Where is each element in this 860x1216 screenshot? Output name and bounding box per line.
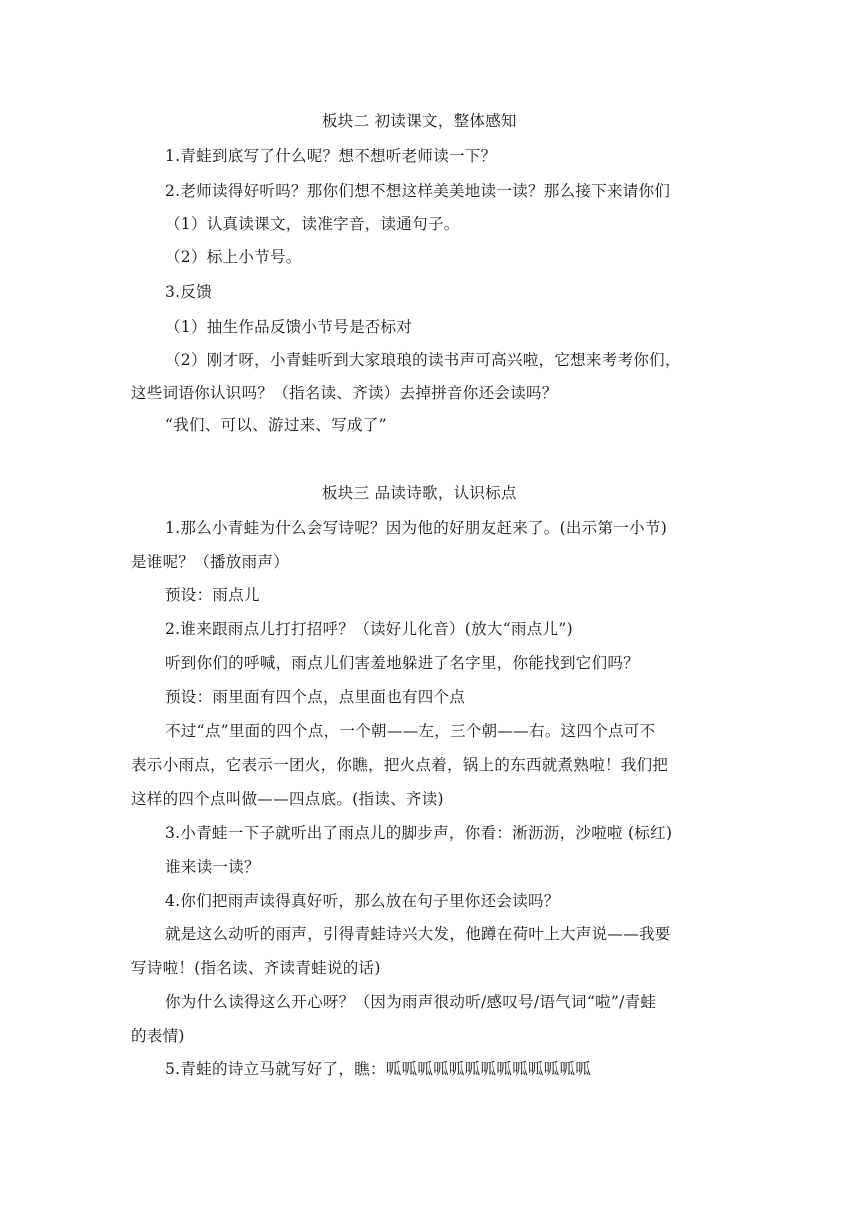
paragraph-line: 1.青蛙到底写了什么呢？想不想听老师读一下？ <box>165 147 497 165</box>
paragraph-line: 预设：雨里面有四个点，点里面也有四个点 <box>165 688 466 706</box>
paragraph-line: （1）认真读课文，读准字音，读通句子。 <box>165 215 460 233</box>
paragraph-line: 2.谁来跟雨点儿打打招呼？（读好儿化音）(放大“雨点儿”) <box>165 620 573 638</box>
paragraph-line: 这些词语你认识吗？（指名读、齐读）去掉拼音你还会读吗？ <box>131 384 558 402</box>
paragraph-line: 3.小青蛙一下子就听出了雨点儿的脚步声，你看：淅沥沥，沙啦啦 (标红) <box>165 824 673 842</box>
paragraph-line: 3.反馈 <box>165 283 212 301</box>
paragraph-line: 5.青蛙的诗立马就写好了，瞧：呱呱呱呱呱呱呱呱呱呱呱呱呱 <box>165 1060 592 1078</box>
paragraph-line: 表示小雨点，它表示一团火，你瞧，把火点着，锅上的东西就煮熟啦！我们把 <box>131 756 669 774</box>
paragraph-line: （1）抽生作品反馈小节号是否标对 <box>165 318 413 336</box>
paragraph-line: 2.老师读得好听吗？那你们想不想这样美美地读一读？那么接下来请你们 <box>165 182 671 200</box>
paragraph-line: “我们、可以、游过来、写成了” <box>165 416 387 434</box>
paragraph-line: 是谁呢？（播放雨声） <box>131 553 290 571</box>
paragraph-line: 听到你们的呼喊，雨点儿们害羞地躲进了名字里，你能找到它们吗？ <box>165 654 640 672</box>
paragraph-line: 谁来读一读？ <box>165 858 260 876</box>
paragraph-line: （2）刚才呀，小青蛙听到大家琅琅的读书声可高兴啦，它想来考考你们， <box>165 351 681 369</box>
paragraph-line: 你为什么读得这么开心呀？（因为雨声很动听/感叹号/语气词“啦”/青蛙 <box>165 993 657 1011</box>
paragraph-line: 1.那么小青蛙为什么会写诗呢？因为他的好朋友赶来了。(出示第一小节) <box>165 519 668 537</box>
paragraph-line: 这样的四个点叫做——四点底。(指读、齐读) <box>131 790 444 808</box>
paragraph-line: （2）标上小节号。 <box>165 248 302 266</box>
section-heading: 板块三 品读诗歌，认识标点 <box>322 484 517 502</box>
paragraph-line: 4.你们把雨声读得真好听，那么放在句子里你还会读吗？ <box>165 892 560 910</box>
section-heading: 板块二 初读课文，整体感知 <box>322 112 517 130</box>
paragraph-line: 不过“点”里面的四个点，一个朝——左，三个朝——右。这四个点可不 <box>165 722 656 740</box>
paragraph-line: 预设：雨点儿 <box>165 586 260 604</box>
paragraph-line: 的表情) <box>131 1027 185 1045</box>
paragraph-line: 写诗啦！(指名读、齐读青蛙说的话) <box>131 959 381 977</box>
paragraph-line: 就是这么动听的雨声，引得青蛙诗兴大发，他蹲在荷叶上大声说——我要 <box>165 925 671 943</box>
